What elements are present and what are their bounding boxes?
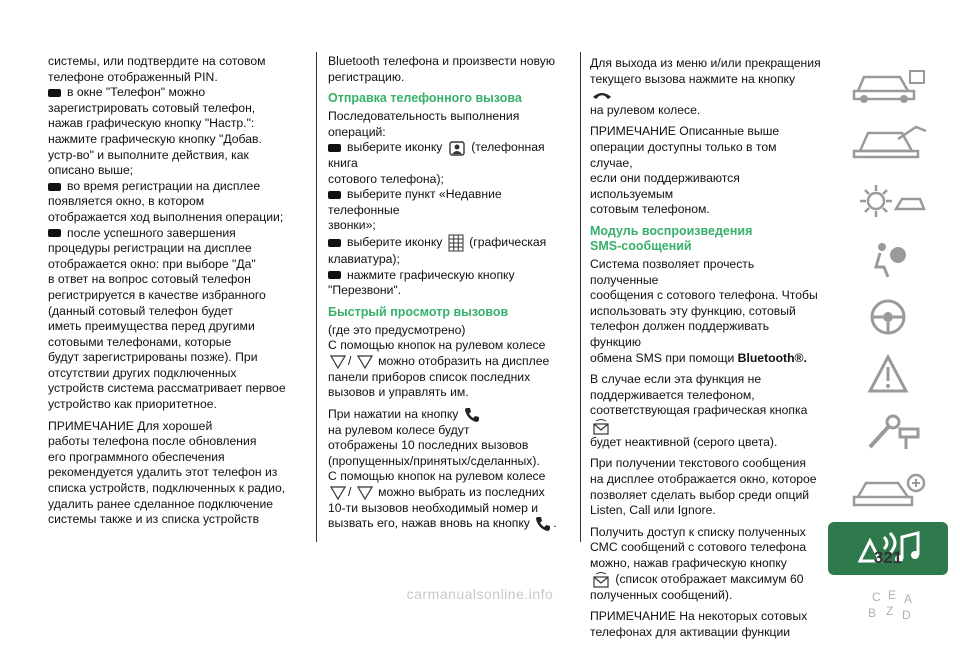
column-divider: [316, 52, 317, 542]
warning-triangle-icon: [840, 353, 936, 397]
chapter-tab-emergency[interactable]: [828, 348, 948, 401]
text-line: нажмите графическую кнопку "Добав.: [48, 131, 262, 146]
bullet-icon: [328, 271, 341, 279]
text-line: процедуры регистрации на дисплее: [48, 241, 252, 256]
text-line: иметь преимущества перед другими: [48, 319, 255, 334]
text-line: сотовыми телефонами, которые: [48, 334, 232, 349]
text-line: отсутствии других подключенных: [48, 365, 237, 380]
section-heading: Отправка телефонного вызова: [328, 91, 522, 106]
svg-text:A: A: [904, 591, 913, 606]
triangle-up-icon: [330, 355, 346, 369]
bullet-icon: [328, 191, 341, 199]
bullet-icon: [328, 239, 341, 247]
bullet-icon: [328, 144, 341, 152]
text-line: отображается ход выполнения операции;: [48, 209, 284, 224]
text-line: в ответ на вопрос сотовый телефон: [48, 272, 251, 287]
svg-text:D: D: [902, 607, 911, 622]
section-heading: Быстрый просмотр вызовов: [328, 304, 509, 319]
bullet-icon: [48, 183, 61, 191]
bullet-icon: [48, 89, 61, 97]
text-line: регистрируется в качестве избранного: [48, 287, 266, 302]
svg-text:Z: Z: [886, 603, 894, 618]
phone-handset-icon: [535, 516, 551, 532]
column-1: [48, 54, 306, 534]
triangle-up-icon: [330, 486, 346, 500]
bullet-item: во время регистрации на дисплее: [48, 179, 306, 195]
chapter-tab-safety[interactable]: [828, 232, 948, 285]
chapter-tab-lights[interactable]: [828, 174, 948, 227]
column-3: Для выхода из меню и/или прекращения текущего вызова нажмите на кнопку на рулевом колесе. ПРИМЕЧАНИЕ Описанные выше операции доступны только в том случае, если они поддерживаются используемым сотовым телефоном. Модуль воспроизведения SMS-сообщений Система позволяет прочесть полученные сообщения с сотового телефона. Чтобы использовать эту функцию, сотовый телефон должен поддерживать функцию обмена SMS при помощи Bluetooth®. В случае если эта функция не поддерживается телефоном, соответствующая графическая кнопка будет неактивной (серого цвета). При получении текстового сообщения на дисплее отображается окно, которое позволяет сделать выбор среди опций Listen, Call или Ignore. Получить доступ к списку полученных СМС сообщений с сотового телефона можно, нажав графическую кнопку (список отображает максимум 60 полученных сообщений). ПРИМЕЧАНИЕ На некоторых сотовых телефонах для активации функции: [590, 56, 821, 639]
text-line: системы, или подтвердите на сотовом: [48, 54, 266, 68]
chapter-tab-doors[interactable]: [828, 116, 948, 169]
page-number: 321: [873, 548, 903, 567]
text-line: телефоне отображенный PIN.: [48, 69, 218, 84]
triangle-down-icon: [357, 486, 373, 500]
text-line: нажав графическую кнопку "Настр.":: [48, 116, 255, 131]
tools-icon: [840, 411, 936, 455]
text-line: (данный сотовый телефон будет: [48, 303, 233, 318]
bullet-item: выберите иконку (графическая: [328, 234, 570, 252]
car-door-icon: [840, 121, 936, 165]
bullet-item: в окне "Телефон" можно: [48, 85, 306, 101]
keypad-icon: [448, 234, 464, 252]
airbag-person-icon: [840, 237, 936, 281]
text-line: отображается окно: при выборе "Да": [48, 256, 256, 271]
chapter-tab-technical[interactable]: [828, 464, 948, 517]
triangle-down-icon: [357, 355, 373, 369]
svg-text:E: E: [888, 587, 897, 602]
text-line: появляется окно, в котором: [48, 194, 205, 209]
phone-handset-icon: [464, 407, 480, 423]
hang-up-icon: [592, 90, 612, 100]
text-line: устройство как приоритетное.: [48, 397, 217, 412]
car-dashboard-icon: [840, 63, 936, 107]
sun-light-icon: [840, 179, 936, 223]
watermark: carmanualsonline.info: [406, 586, 554, 602]
chapter-tab-maintenance[interactable]: [828, 406, 948, 459]
bullet-item: выберите пункт «Недавние телефонные: [328, 187, 502, 217]
text-line: описано выше;: [48, 163, 134, 178]
column-2: Bluetooth телефона и произвести новую регистрацию. Отправка телефонного вызова Последовательность выполнения операций: выберите иконку (телефонная книга сотового телефона); выберите пункт «Недавние телефонные звонки»; выберите иконку (графическая клавиатура); нажмите графическую кнопку "Перезвони". Быстрый просмотр вызовов (где это предусмотрено) С помощью кнопок на рулевом колесе / можно отобразить на дисплее панели приборов список последних вызовов и управлять им. При нажатии на кнопку на рулевом колесе будут отображены 10 последних вызовов (пропущенных/принятых/сделанных). С помощью кнопок на рулевом колесе / можно выбрать из последних 10-ти вызовов необходимый номер и вызвать его, нажав вновь на кнопку .: [328, 54, 570, 538]
text-line: устр-во" и выполните действия, как: [48, 147, 249, 162]
chapter-tab-driving[interactable]: [828, 290, 948, 343]
bullet-item: нажмите графическую кнопку: [328, 268, 570, 284]
text-line: устройств система рассматривает первое: [48, 381, 286, 396]
steering-wheel-icon: [840, 295, 936, 339]
text-line: будут зарегистрированы позже). При: [48, 350, 258, 365]
chapter-tab-dashboard[interactable]: [828, 58, 948, 111]
bullet-item: выберите иконку (телефонная книга: [328, 140, 545, 170]
svg-text:B: B: [868, 605, 877, 620]
column-divider: [580, 52, 581, 542]
bullet-item: после успешного завершения: [48, 226, 306, 242]
note-paragraph: ПРИМЕЧАНИЕ Для хорошей работы телефона после обновления его программного обеспечения рекомендуется удалить этот телефон из списка устройств, подключенных к радио, удалить ранее сделанное подключение системы также и из списка устройств: [48, 418, 286, 527]
svg-text:C: C: [872, 589, 881, 604]
car-service-icon: [840, 469, 936, 513]
text-line: зарегистрировать сотовый телефон,: [48, 100, 256, 115]
sms-envelope-icon: [592, 419, 610, 435]
section-heading: Модуль воспроизведения SMS-сообщений: [590, 223, 753, 253]
bullet-icon: [48, 229, 61, 237]
phonebook-icon: [448, 141, 466, 156]
